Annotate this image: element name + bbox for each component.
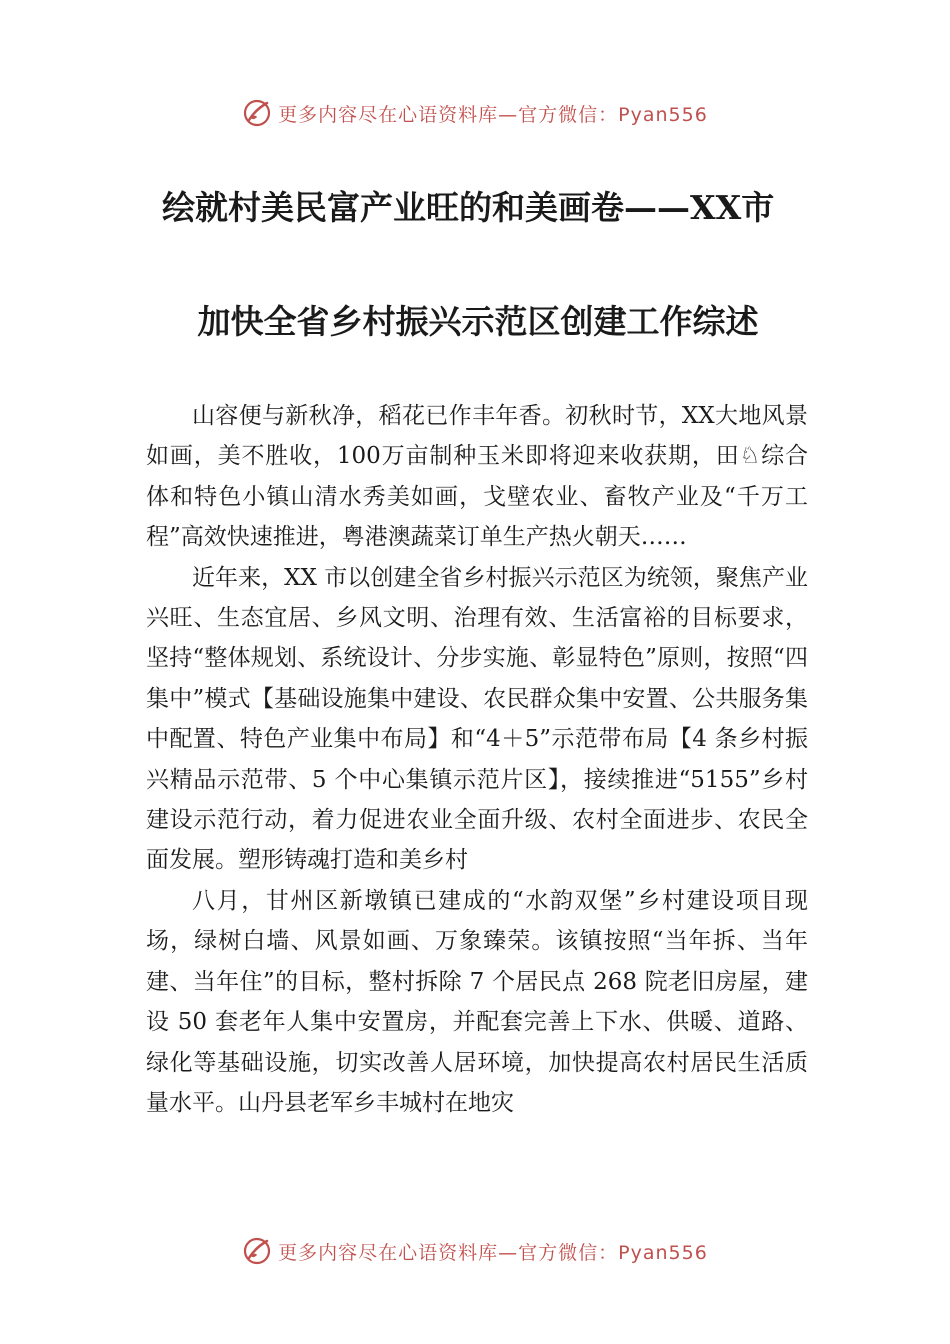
watermark-header <box>0 98 950 128</box>
paragraph: 八月，甘州区新墩镇已建成的“水韵双堡”乡村建设项目现场，绿树白墙、风景如画、万象臻荣。该镇按照“当年拆、当年建、当年住”的目标，整村拆除 7 个居民点 268 院老旧房屋，建设 50 套老年人集中安置房，并配套完善上下水、供暖、道路、绿化等基础设施，切实改善人居环境，加快提高农村居民生活质量水平。山丹县老军乡丰城村在地灾 <box>146 887 808 1116</box>
document-body <box>146 396 808 1123</box>
watermark-text: 更多内容尽在心语资料库—官方微信：Pyan556 <box>278 1241 708 1264</box>
watermark-footer <box>0 1236 950 1266</box>
brush-logo-icon <box>242 1236 272 1266</box>
document-title-line2: 加快全省乡村振兴示范区创建工作综述 <box>197 302 759 341</box>
brush-logo-icon <box>242 98 272 128</box>
watermark-text: 更多内容尽在心语资料库—官方微信：Pyan556 <box>278 103 708 126</box>
paragraph: 山容便与新秋净，稻花已作丰年香。初秋时节，XX大地风景如画，美不胜收，100万亩制种玉米即将迎来收获期，田♘综合体和特色小镇山清水秀美如画，戈壁农业、畜牧产业及“千万工程”高效快速推进，粤港澳蔬菜订单生产热火朝天…… <box>146 403 808 551</box>
paragraph: 近年来，XX 市以创建全省乡村振兴示范区为统领，聚焦产业兴旺、生态宜居、乡风文明、治理有效、生活富裕的目标要求，坚持“整体规划、系统设计、分步实施、彰显特色”原则，按照“四集中”模式【基础设施集中建设、农民群众集中安置、公共服务集中配置、特色产业集中布局】和“4＋5”示范带布局【4 条乡村振兴精品示范带、5 个中心集镇示范片区】，接续推进“5155”乡村建设示范行动，着力促进农业全面升级、农村全面进步、农民全面发展。塑形铸魂打造和美乡村 <box>146 564 808 874</box>
document-title-line1: 绘就村美民富产业旺的和美画卷——XX市 <box>162 188 775 227</box>
